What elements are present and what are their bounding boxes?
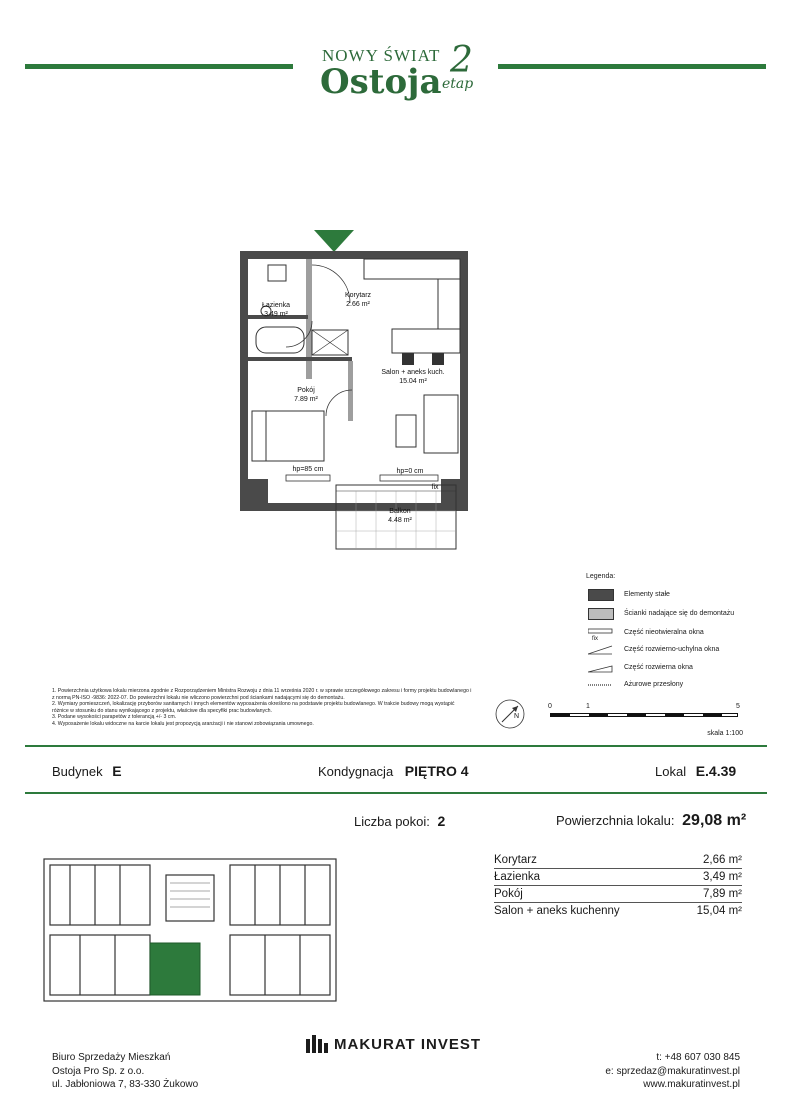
sill-height-2: hp=0 cm [396,468,424,475]
scale-label: skala 1:100 [707,730,743,737]
room-label-lazienka: Łazienka 3.49 m² [261,302,291,318]
floor-plan [230,225,490,555]
bed [252,411,324,461]
header-line-left [25,64,293,69]
floor-value: PIĘTRO 4 [404,763,469,779]
legend-item-screens: Ażurowe przesłony [586,679,766,693]
entrance-arrow-icon [314,230,354,252]
legend-swatch-dark [588,589,614,601]
scale-bar-graphic [550,713,738,717]
legend-item-casement-window: Część rozwierna okna [586,662,766,676]
sales-office: Biuro Sprzedaży Mieszkań Ostoja Pro Sp. z o.o. ul. Jabłoniowa 7, 83-330 Żukowo [52,1052,199,1090]
building-info: Budynek E [52,763,122,779]
building-value: E [112,763,122,779]
toilet [268,265,286,281]
separator-bottom [25,792,767,794]
compass-label: N [514,713,520,720]
sofa [424,395,458,453]
logo-line2: Ostoja [320,62,442,102]
room-label-salon: Salon + aneks kuch. 15.04 m² [381,369,445,385]
legend-swatch-light [588,608,614,620]
room-label-korytarz: Korytarz 2.66 m² [344,292,372,308]
makurat-logo-text: MAKURAT INVEST [334,1036,482,1053]
legend-item-tilt-window: Część rozwierno-uchylna okna [586,644,766,658]
table-row: Salon + aneks kuchenny 15,04 m² [494,905,742,917]
makurat-logo-icon [306,1035,330,1053]
header-line-right [498,64,766,69]
highlighted-unit [150,943,200,995]
table-row: Łazienka 3,49 m² [494,869,742,886]
logo-etap: etap [442,76,474,92]
separator-top [25,745,767,747]
ostoja-logo [300,40,495,105]
sill-height-1: hp=85 cm [292,466,324,473]
room-label-balkon: Balkon 4.48 m² [388,508,412,524]
scale-bar [548,703,743,743]
room-count-value: 2 [437,813,446,829]
unit-area: Powierzchnia lokalu: 29,08 m² [556,812,747,829]
building-key-plan [40,855,340,1005]
fix-label: fix [431,484,439,491]
legend-title: Legenda: [586,573,616,580]
unit-area-value: 29,08 m² [682,812,747,829]
bathtub [256,327,304,353]
casement-window-icon [588,662,614,674]
makurat-logo [306,1034,492,1054]
table-row: Korytarz 2,66 m² [494,852,742,869]
room-count: Liczba pokoi: 2 [354,813,446,829]
compass-icon [494,698,526,730]
logo-line1: NOWY ŚWIAT [322,46,441,65]
unit-info: Lokal E.4.39 [655,763,737,779]
floor-info: Kondygnacja PIĘTRO 4 [318,763,469,779]
scale-tick-0: 0 [548,703,552,710]
footnotes: 1. Powierzchnia użytkowa lokalu mierzona zgodnie z Rozporządzeniem Ministra Rozwoju z dnia 11 września 2020 r. w sprawie szczegółowego zakresu i formy projektu budowlanego i z normą PN-ISO -9836: 2022-07. Do powierzchni lokalu nie wliczono powierzchni pod ściankami nadającymi się do demontażu. 2. Wymiary pomieszczeń, lokalizację przyborów sanitarnych i innych elementów wyposażenia określono na podstawie projektu budowlanego. W trakcie budowy mogą wystąpić różnice w stosunku do stanu wynikającego z projektu, właściwe dla specyfiki prac budowlanych. 3. Podane wysokości parapetów z tolerancją +/- 3 cm. 4. Wyposażenie lokalu widoczne na karcie lokalu jest propozycją aranżacji i nie stanowi zobowiązania umownego. [52,688,472,727]
screen-icon [588,679,614,691]
scale-tick-5: 5 [736,703,740,710]
scale-tick-1: 1 [586,703,590,710]
phone[interactable]: t: +48 607 030 845 [656,1052,740,1063]
contact-info [605,1051,740,1092]
tilt-window-icon [588,644,614,656]
legend-item-fixed-window: fix Część nieotwieralna okna [586,627,766,641]
table-row: Pokój 7,89 m² [494,886,742,903]
legend-item-removable: Ścianki nadające się do demontażu [586,608,766,622]
room-table [494,852,742,920]
kitchen-counter [364,259,460,279]
floor-plan-drawing [230,225,490,555]
kitchen-island [392,329,460,353]
unit-value: E.4.39 [695,763,737,779]
legend-item-fixed: Elementy stałe [586,589,766,603]
website-link[interactable]: www.makuratinvest.pl [643,1079,740,1090]
logo-number: 2 [450,40,473,81]
room-label-pokoj: Pokój 7.89 m² [294,387,318,403]
email-link[interactable]: e: sprzedaz@makuratinvest.pl [605,1065,740,1077]
